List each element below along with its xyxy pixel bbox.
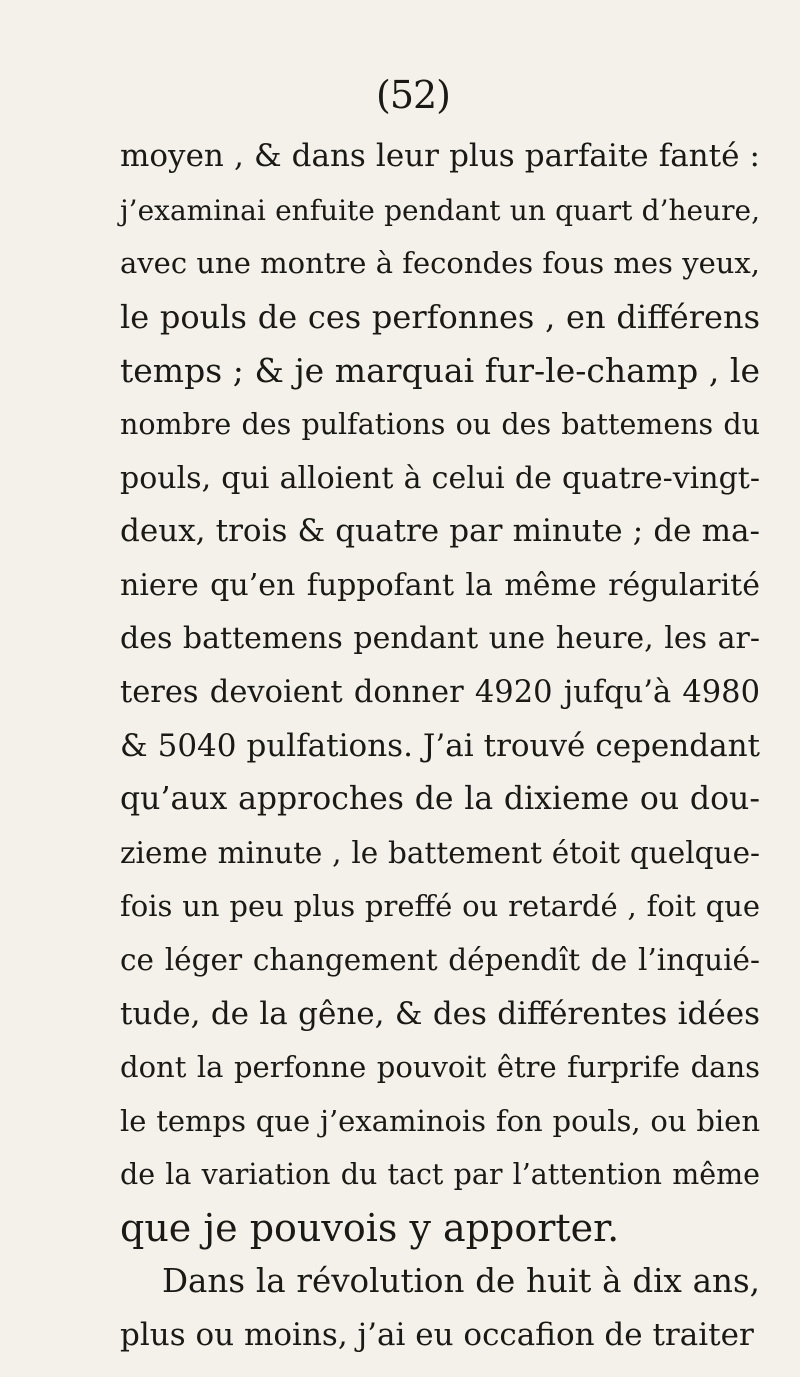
text-line: Dans la révolution de huit à dix ans,: [162, 1262, 760, 1301]
text-line: dont la perfonne pouvoit être furprife dans: [120, 1050, 760, 1085]
text-line: des battemens pendant une heure, les ar-: [120, 621, 760, 657]
text-line: niere qu’en fuppofant la même régularité: [120, 567, 760, 603]
text-line: ce léger changement dépendît de l’inquié-: [120, 942, 760, 977]
text-line: qu’aux approches de la dixieme ou dou-: [120, 781, 760, 818]
text-line: j’examinai enfuite pendant un quart d’heure,: [120, 193, 760, 227]
page-number: (52): [376, 73, 451, 117]
body-text: [120, 130, 760, 1363]
text-line: tude, de la gêne, & des différentes idées: [120, 995, 760, 1032]
text-line: fois un peu plus preffé ou retardé , foit que: [120, 889, 760, 924]
text-line: & 5040 pulfations. J’ai trouvé cependant: [120, 727, 760, 764]
text-line: pouls, qui alloient à celui de quatre-vingt-: [120, 460, 760, 496]
text-line: de la variation du tact par l’attention même: [120, 1158, 760, 1192]
text-line: plus ou moins, j’ai eu occafion de traiter: [120, 1317, 754, 1354]
text-line: le pouls de ces perfonnes , en différens: [120, 297, 760, 336]
text-line: que je pouvois y apporter.: [120, 1205, 620, 1250]
text-line: nombre des pulfations ou des battemens du: [120, 407, 760, 441]
text-line: moyen , & dans leur plus parfaite fanté :: [120, 138, 760, 174]
text-line: le temps que j’examinois fon pouls, ou bien: [120, 1103, 760, 1138]
text-line: teres devoient donner 4920 jufqu’à 4980: [120, 674, 760, 710]
text-line: zieme minute , le battement étoit quelque-: [120, 835, 760, 870]
text-line: temps ; & je marquai fur-le-champ , le: [120, 351, 760, 391]
text-line: avec une montre à fecondes fous mes yeux,: [120, 246, 760, 281]
text-line: deux, trois & quatre par minute ; de ma-: [120, 513, 760, 550]
